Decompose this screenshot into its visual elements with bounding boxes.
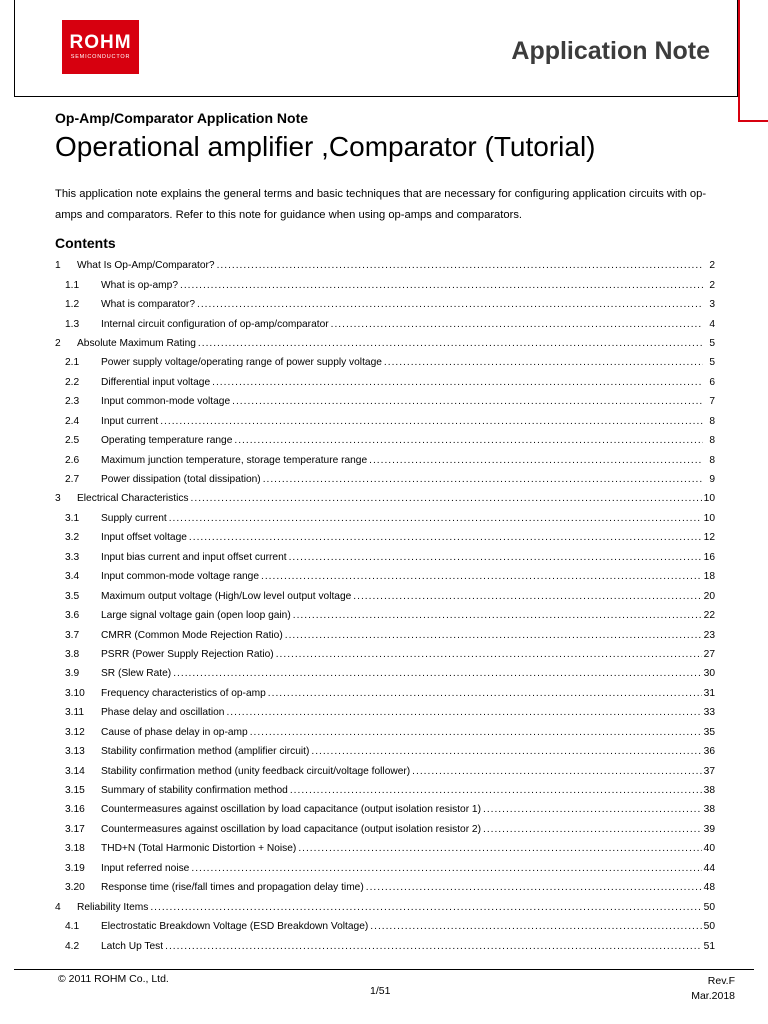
toc-entry-label: SR (Slew Rate) — [101, 668, 172, 680]
toc-entry-leader — [311, 746, 701, 757]
toc-entry[interactable] — [55, 373, 715, 392]
toc-entry-page: 39 — [703, 823, 715, 835]
logo-main-text: ROHM — [69, 32, 132, 53]
toc-entry-leader — [263, 474, 703, 485]
toc-entry-leader — [212, 377, 703, 388]
intro-paragraph: This application note explains the general terms and basic techniques that are necessary for configuring application circuits with op-amps and comparators. Refer to this note for guidance when using op-amps and comparators. — [55, 188, 707, 221]
toc-entry-page: 22 — [703, 610, 715, 622]
accent-red-vertical — [738, 0, 740, 122]
toc-entry-number: 2.6 — [65, 454, 80, 466]
toc-entry[interactable] — [55, 412, 715, 431]
toc-entry[interactable] — [55, 431, 715, 450]
toc-entry[interactable] — [55, 567, 715, 586]
toc-entry-number: 1.3 — [65, 318, 80, 330]
toc-entry[interactable] — [55, 295, 715, 314]
toc-entry-label: Summary of stability confirmation method — [101, 785, 288, 797]
toc-entry-page: 37 — [703, 765, 715, 777]
toc-entry[interactable] — [55, 897, 715, 916]
toc-entry[interactable] — [55, 839, 715, 858]
toc-entry-label: Countermeasures against oscillation by load capacitance (output isolation resistor 2) — [101, 823, 481, 835]
toc-entry-leader — [293, 610, 702, 621]
toc-entry[interactable] — [55, 334, 715, 353]
toc-entry-page: 33 — [703, 707, 715, 719]
toc-entry-number: 1.2 — [65, 299, 80, 311]
toc-entry-number: 2.1 — [65, 357, 80, 369]
toc-entry-label: Stability confirmation method (amplifier circuit) — [101, 746, 310, 758]
toc-entry-leader — [234, 435, 703, 446]
toc-entry-page: 23 — [703, 629, 715, 641]
toc-entry-number: 3.14 — [65, 765, 85, 777]
toc-entry-label: Latch Up Test — [101, 940, 164, 952]
document-title: Operational amplifier ,Comparator (Tutorial) — [55, 131, 596, 162]
toc-entry-leader — [369, 455, 703, 466]
toc-entry-label: Supply current — [101, 512, 167, 524]
toc-entry-number: 3.9 — [65, 668, 80, 680]
toc-entry-leader — [268, 688, 702, 699]
toc-entry-page: 18 — [703, 571, 715, 583]
toc-entry[interactable] — [55, 917, 715, 936]
toc-entry-label: Stability confirmation method (unity feedback circuit/voltage follower) — [101, 765, 411, 777]
toc-entry-page: 27 — [703, 648, 715, 660]
toc-entry-label: What Is Op-Amp/Comparator? — [77, 260, 215, 272]
toc-entry-number: 2.3 — [65, 396, 80, 408]
toc-entry-page: 50 — [703, 901, 715, 913]
toc-entry-label: What is comparator? — [101, 299, 195, 311]
toc-entry-label: Input offset voltage — [101, 532, 187, 544]
toc-entry-label: Power supply voltage/operating range of power supply voltage — [101, 357, 382, 369]
toc-entry-leader — [169, 513, 702, 524]
toc-entry-number: 3.13 — [65, 746, 85, 758]
toc-entry-leader — [370, 921, 701, 932]
toc-entry-leader — [289, 552, 702, 563]
toc-entry-leader — [298, 843, 701, 854]
toc-entry-label: Frequency characteristics of op-amp — [101, 687, 266, 699]
toc-entry-number: 3.8 — [65, 648, 80, 660]
toc-entry[interactable] — [55, 800, 715, 819]
toc-entry[interactable] — [55, 936, 715, 955]
toc-entry-page: 5 — [709, 337, 715, 349]
toc-entry-leader — [198, 338, 703, 349]
toc-entry-label: Input bias current and input offset current — [101, 551, 287, 563]
toc-entry[interactable] — [55, 761, 715, 780]
toc-entry-page: 16 — [703, 551, 715, 563]
accent-red-horizontal — [738, 120, 768, 122]
toc-entry-leader — [160, 416, 703, 427]
toc-entry-leader — [290, 785, 702, 796]
toc-entry-leader — [331, 319, 703, 330]
toc-entry-number: 2.2 — [65, 376, 80, 388]
toc-entry-page: 10 — [703, 512, 715, 524]
toc-entry-page: 8 — [709, 435, 715, 447]
toc-entry-number: 3.11 — [65, 707, 85, 719]
toc-entry[interactable] — [55, 625, 715, 644]
toc-entry-label: Power dissipation (total dissipation) — [101, 474, 261, 486]
toc-entry-leader — [483, 824, 702, 835]
footer-divider — [14, 969, 754, 970]
toc-entry-leader — [353, 591, 701, 602]
toc-entry[interactable] — [55, 528, 715, 547]
toc-entry-leader — [412, 766, 701, 777]
toc-entry-label: Phase delay and oscillation — [101, 707, 225, 719]
toc-entry-label: Cause of phase delay in op-amp — [101, 726, 248, 738]
toc-entry-number: 3.15 — [65, 785, 85, 797]
toc-entry-label: Input common-mode voltage — [101, 396, 231, 408]
toc-entry-page: 5 — [709, 357, 715, 369]
toc-entry-number: 3.20 — [65, 882, 85, 894]
toc-entry-label: What is op-amp? — [101, 279, 179, 291]
toc-entry[interactable] — [55, 548, 715, 567]
toc-entry-label: THD+N (Total Harmonic Distortion + Noise) — [101, 843, 297, 855]
toc-entry-number: 4.2 — [65, 940, 80, 952]
toc-entry-label: Maximum output voltage (High/Low level output voltage — [101, 590, 352, 602]
toc-entry-leader — [217, 260, 703, 271]
toc-entry-number: 4 — [55, 901, 61, 913]
toc-entry[interactable] — [55, 820, 715, 839]
toc-entry-leader — [483, 804, 702, 815]
frame-header-divider — [14, 96, 739, 97]
toc-entry-number: 3.16 — [65, 804, 85, 816]
toc-entry-leader — [384, 357, 703, 368]
toc-entry-label: Reliability Items — [77, 901, 149, 913]
toc-entry-leader — [250, 727, 702, 738]
toc-entry[interactable] — [55, 878, 715, 897]
toc-entry-leader — [232, 396, 703, 407]
toc-entry-page: 50 — [703, 921, 715, 933]
toc-entry-page: 40 — [703, 843, 715, 855]
toc-entry-number: 3.7 — [65, 629, 80, 641]
toc-entry-label: CMRR (Common Mode Rejection Ratio) — [101, 629, 283, 641]
toc-entry-page: 4 — [709, 318, 715, 330]
toc-entry[interactable] — [55, 859, 715, 878]
copyright-text: © 2011 ROHM Co., Ltd. — [58, 973, 169, 985]
toc-entry-leader — [173, 668, 701, 679]
toc-entry-number: 3.5 — [65, 590, 80, 602]
toc-entry-page: 44 — [703, 862, 715, 874]
toc-entry[interactable] — [55, 781, 715, 800]
toc-entry[interactable] — [55, 742, 715, 761]
toc-entry[interactable] — [55, 703, 715, 722]
toc-entry-page: 36 — [703, 746, 715, 758]
toc-entry-label: Absolute Maximum Rating — [77, 337, 196, 349]
toc-entry-leader — [197, 299, 703, 310]
toc-entry-label: Large signal voltage gain (open loop gain) — [101, 610, 291, 622]
toc-entry-number: 1 — [55, 260, 61, 272]
toc-entry-number: 2.4 — [65, 415, 80, 427]
toc-entry[interactable] — [55, 450, 715, 469]
toc-entry-label: Response time (rise/fall times and propagation delay time) — [101, 882, 364, 894]
toc-entry-label: Countermeasures against oscillation by load capacitance (output isolation resistor 1) — [101, 804, 481, 816]
toc-entry-page: 2 — [709, 260, 715, 272]
toc-entry-page: 38 — [703, 785, 715, 797]
toc-entry-page: 9 — [709, 474, 715, 486]
toc-entry-page: 12 — [703, 532, 715, 544]
toc-entry[interactable] — [55, 353, 715, 372]
toc-entry-label: Input current — [101, 415, 159, 427]
toc-entry-label: Internal circuit configuration of op-amp/comparator — [101, 318, 329, 330]
toc-entry-label: PSRR (Power Supply Rejection Ratio) — [101, 648, 274, 660]
toc-entry-label: Operating temperature range — [101, 435, 233, 447]
toc-entry-number: 3.10 — [65, 687, 85, 699]
toc-entry-number: 2.5 — [65, 435, 80, 447]
toc-entry[interactable] — [55, 723, 715, 742]
toc-entry-number: 1.1 — [65, 279, 80, 291]
toc-entry[interactable] — [55, 489, 715, 508]
toc-entry[interactable] — [55, 586, 715, 605]
toc-entry[interactable] — [55, 664, 715, 683]
toc-entry-page: 6 — [709, 376, 715, 388]
toc-entry-leader — [285, 630, 702, 641]
toc-entry-label: Electrostatic Breakdown Voltage (ESD Breakdown Voltage) — [101, 921, 369, 933]
toc-entry-page: 30 — [703, 668, 715, 680]
toc-entry-number: 3 — [55, 493, 61, 505]
toc-entry-number: 3.12 — [65, 726, 85, 738]
toc-entry-number: 3.18 — [65, 843, 85, 855]
toc-entry-page: 3 — [709, 299, 715, 311]
toc-entry[interactable] — [55, 275, 715, 294]
table-of-contents — [55, 256, 715, 956]
toc-entry-number: 3.3 — [65, 551, 80, 563]
toc-entry[interactable] — [55, 509, 715, 528]
toc-entry-page: 8 — [709, 415, 715, 427]
toc-entry-number: 3.1 — [65, 512, 80, 524]
toc-entry[interactable] — [55, 470, 715, 489]
toc-entry-page: 10 — [703, 493, 715, 505]
toc-entry-leader — [150, 902, 701, 913]
toc-entry-number: 2 — [55, 337, 61, 349]
toc-entry-leader — [189, 532, 702, 543]
document-type-heading: Application Note — [511, 37, 710, 65]
toc-entry-leader — [226, 707, 701, 718]
toc-entry-label: Maximum junction temperature, storage temperature range — [101, 454, 368, 466]
toc-entry[interactable] — [55, 314, 715, 333]
toc-entry-number: 3.4 — [65, 571, 80, 583]
toc-entry-label: Differential input voltage — [101, 376, 211, 388]
toc-entry-leader — [191, 863, 701, 874]
document-subtitle: Op-Amp/Comparator Application Note — [55, 110, 309, 126]
toc-entry-number: 3.6 — [65, 610, 80, 622]
toc-entry-label: Electrical Characteristics — [77, 493, 189, 505]
revision-label: Rev.F — [707, 975, 735, 987]
toc-entry-page: 38 — [703, 804, 715, 816]
toc-entry-leader — [165, 941, 702, 952]
toc-entry-label: Input common-mode voltage range — [101, 571, 259, 583]
logo-sub-text: SEMICONDUCTOR — [70, 54, 131, 60]
toc-entry[interactable] — [55, 684, 715, 703]
toc-entry-number: 3.19 — [65, 862, 85, 874]
page-indicator: 1/51 — [370, 985, 391, 997]
contents-heading: Contents — [55, 235, 116, 251]
toc-entry[interactable] — [55, 606, 715, 625]
revision-date: Mar.2018 — [691, 990, 735, 1002]
toc-entry[interactable] — [55, 392, 715, 411]
toc-entry-page: 7 — [709, 396, 715, 408]
toc-entry-label: Input referred noise — [101, 862, 190, 874]
toc-entry-number: 4.1 — [65, 921, 80, 933]
toc-entry-page: 48 — [703, 882, 715, 894]
toc-entry[interactable] — [55, 645, 715, 664]
toc-entry-leader — [180, 280, 703, 291]
toc-entry[interactable] — [55, 256, 715, 275]
rohm-logo — [62, 20, 139, 74]
toc-entry-page: 51 — [703, 940, 715, 952]
toc-entry-leader — [276, 649, 702, 660]
toc-entry-leader — [261, 571, 702, 582]
toc-entry-number: 3.17 — [65, 823, 85, 835]
toc-entry-page: 20 — [703, 590, 715, 602]
toc-entry-page: 2 — [709, 279, 715, 291]
toc-entry-number: 3.2 — [65, 532, 80, 544]
toc-entry-page: 8 — [709, 454, 715, 466]
toc-entry-page: 35 — [703, 726, 715, 738]
toc-entry-leader — [366, 882, 702, 893]
toc-entry-number: 2.7 — [65, 474, 80, 486]
toc-entry-leader — [191, 493, 702, 504]
toc-entry-page: 31 — [703, 687, 715, 699]
